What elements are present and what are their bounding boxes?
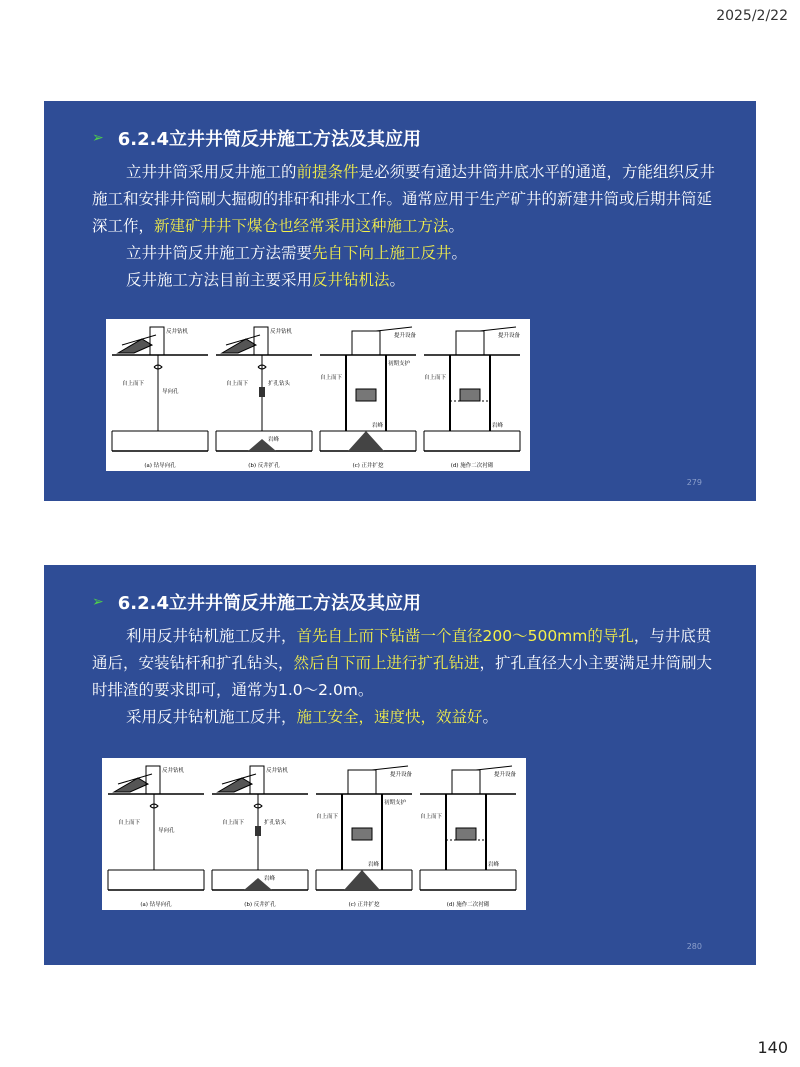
muck-label: 岩峰 bbox=[492, 423, 504, 429]
direction-label: 自上而下 bbox=[419, 814, 442, 820]
direction-label: 自上而下 bbox=[423, 375, 446, 381]
panel-caption: (a) 钻导向孔 bbox=[140, 902, 172, 908]
body-text: 。 bbox=[482, 708, 499, 726]
direction-label: 自上而下 bbox=[121, 381, 144, 387]
hoist-label: 提升设备 bbox=[390, 772, 413, 778]
support-label: 初期支护 bbox=[384, 800, 407, 806]
arrow-bullet-icon: ➢ bbox=[92, 130, 104, 146]
panel-caption: (a) 钻导向孔 bbox=[144, 463, 176, 469]
muck-label: 岩峰 bbox=[268, 437, 280, 443]
muck-label: 岩峰 bbox=[264, 876, 276, 882]
rig-mast bbox=[250, 766, 264, 794]
hoist-label: 提升设备 bbox=[498, 333, 521, 339]
highlighted-text: 前提条件 bbox=[296, 163, 359, 181]
pilot-hole-label: 导向孔 bbox=[162, 389, 179, 395]
panel-caption: (b) 反井扩孔 bbox=[248, 463, 280, 469]
slide-title bbox=[92, 589, 421, 615]
slide-title-text: 6.2.4立井井筒反井施工方法及其应用 bbox=[117, 593, 421, 614]
work-platform bbox=[352, 828, 372, 840]
slide-279 bbox=[44, 101, 756, 501]
rig-label: 反井钻机 bbox=[166, 329, 189, 335]
reamer-label: 扩孔钻头 bbox=[264, 820, 287, 826]
rig-mast bbox=[254, 327, 268, 355]
reverse-shaft-diagram bbox=[102, 758, 526, 910]
rig-label: 反井钻机 bbox=[266, 768, 289, 774]
body-text: 立井井筒反井施工方法需要 bbox=[126, 244, 313, 262]
highlighted-text: 先自下向上施工反井 bbox=[312, 244, 452, 262]
headframe bbox=[348, 770, 376, 794]
reamer-bit bbox=[259, 387, 265, 397]
highlighted-text: 然后自下而上进行扩孔钻进 bbox=[293, 654, 480, 672]
body-text: 立井井筒采用反井施工的 bbox=[126, 163, 297, 181]
highlighted-text: 反井钻机法 bbox=[312, 271, 390, 289]
body-text: 。 bbox=[448, 217, 465, 235]
pilot-hole-label: 导向孔 bbox=[158, 828, 175, 834]
muck-pile bbox=[348, 431, 384, 451]
slide-title-text: 6.2.4立井井筒反井施工方法及其应用 bbox=[117, 129, 421, 150]
hoist-rope bbox=[376, 327, 412, 331]
slide-number: 280 bbox=[686, 942, 702, 951]
panel-caption: (d) 施作二次衬砌 bbox=[446, 902, 490, 908]
reamer-bit bbox=[255, 826, 261, 836]
support-label: 初期支护 bbox=[388, 361, 411, 367]
direction-label: 自上而下 bbox=[225, 381, 248, 387]
body-text: 。 bbox=[451, 244, 468, 262]
lining bbox=[450, 401, 490, 431]
arrow-bullet-icon: ➢ bbox=[92, 594, 104, 610]
body-text: 。 bbox=[389, 271, 406, 289]
muck-label: 岩峰 bbox=[372, 423, 384, 429]
work-platform bbox=[356, 389, 376, 401]
direction-label: 自上而下 bbox=[117, 820, 140, 826]
panel-caption: (c) 正井扩挖 bbox=[352, 463, 384, 469]
body-text: ，扩孔直径大小主要满足井筒刷大时排渣的要求即可，通常为1.0～2.0m。 bbox=[92, 654, 713, 699]
reverse-shaft-diagram bbox=[106, 319, 530, 471]
reamer-label: 扩孔钻头 bbox=[268, 381, 291, 387]
direction-label: 自上而下 bbox=[221, 820, 244, 826]
hoist-rope bbox=[476, 766, 512, 770]
diagram-svg bbox=[102, 758, 526, 910]
headframe bbox=[352, 331, 380, 355]
panel-caption: (c) 正井扩挖 bbox=[348, 902, 380, 908]
body-text: 反井施工方法目前主要采用 bbox=[126, 271, 313, 289]
highlighted-text: 新建矿井井下煤仓也经常采用这种施工方法 bbox=[154, 217, 449, 235]
rig-label: 反井钻机 bbox=[270, 329, 293, 335]
work-platform bbox=[460, 389, 480, 401]
hoist-rope bbox=[480, 327, 516, 331]
work-platform bbox=[456, 828, 476, 840]
muck-label: 岩峰 bbox=[488, 862, 500, 868]
paragraph bbox=[92, 704, 722, 731]
panel-caption: (b) 反井扩孔 bbox=[244, 902, 276, 908]
paragraph bbox=[92, 623, 722, 704]
hoist-rope bbox=[372, 766, 408, 770]
slide-title bbox=[92, 125, 421, 151]
slide-number: 279 bbox=[686, 478, 702, 487]
rig-mast bbox=[150, 327, 164, 355]
diagram-svg bbox=[106, 319, 530, 471]
paragraph bbox=[92, 267, 722, 294]
muck-label: 岩峰 bbox=[368, 862, 380, 868]
hoist-label: 提升设备 bbox=[494, 772, 517, 778]
lining bbox=[446, 840, 486, 870]
direction-label: 自上而下 bbox=[315, 814, 338, 820]
body-text: ，与井底贯通后，安装钻杆和扩孔钻头， bbox=[92, 627, 712, 672]
highlighted-text: 首先自上而下钻凿一个直径200～500mm的导孔 bbox=[296, 627, 634, 645]
body-text: 是必须要有通达井筒井底水平的通道，方能组织反井施工和安排井筒刷大掘砌的排矸和排水工作。通常应用于生产矿井的新建井筒或后期井筒延深工作， bbox=[92, 163, 716, 235]
direction-label: 自上而下 bbox=[319, 375, 342, 381]
slide-280 bbox=[44, 565, 756, 965]
paragraph bbox=[92, 159, 722, 240]
headframe bbox=[456, 331, 484, 355]
slide-body bbox=[92, 623, 722, 731]
slide-body bbox=[92, 159, 722, 294]
rig-label: 反井钻机 bbox=[162, 768, 185, 774]
body-text: 采用反井钻机施工反井， bbox=[126, 708, 297, 726]
hoist-label: 提升设备 bbox=[394, 333, 417, 339]
muck-pile bbox=[344, 870, 380, 890]
page-number: 140 bbox=[757, 1038, 788, 1057]
panel-caption: (d) 施作二次衬砌 bbox=[450, 463, 494, 469]
highlighted-text: 施工安全，速度快，效益好 bbox=[296, 708, 483, 726]
headframe bbox=[452, 770, 480, 794]
print-date: 2025/2/22 bbox=[716, 8, 788, 24]
body-text: 利用反井钻机施工反井， bbox=[126, 627, 297, 645]
paragraph bbox=[92, 240, 722, 267]
rig-mast bbox=[146, 766, 160, 794]
